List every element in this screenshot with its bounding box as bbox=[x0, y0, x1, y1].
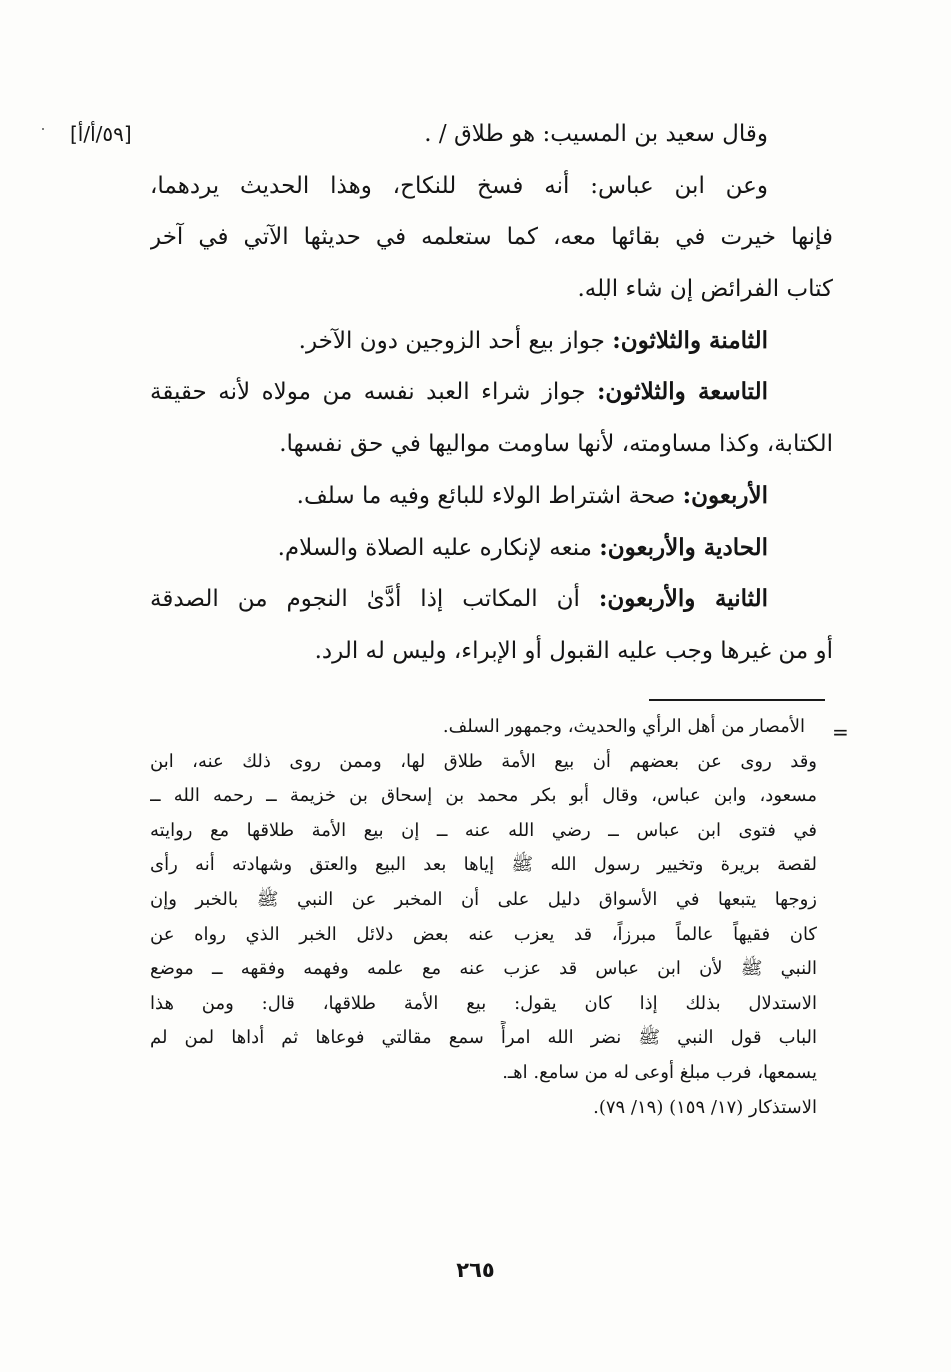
body-line: الثانية والأربعون: أن المكاتب إذا أدَّىٰ النجوم من الصدقة bbox=[150, 585, 768, 613]
point-heading: الثامنة والثلاثون: bbox=[612, 326, 768, 354]
footnote-line: لقصة بريرة وتخيير رسول الله ﷺ إياها بعد البيع والعتق وشهادته أنه رأى bbox=[150, 854, 817, 876]
body-line: كتاب الفرائض إن شاء الله. bbox=[577, 276, 833, 303]
page-number: ٢٦٥ bbox=[456, 1258, 495, 1282]
body-line: التاسعة والثلاثون: جواز شراء العبد نفسه من مولاه لأنه حقيقة bbox=[150, 378, 769, 406]
body-line: وعن ابن عباس: أنه فسخ للنكاح، وهذا الحديث يردهما، bbox=[150, 172, 768, 199]
footnotes bbox=[150, 710, 817, 1125]
footnote-line: النبي ﷺ لأن ابن عباس قد عزب عنه مع علمه وفهمه وفقهه ــ موضع bbox=[150, 958, 817, 980]
footnote-line: زوجها يتبعها في الأسواق دليل على أن المخبر عن النبي ﷺ بالخبر وإن bbox=[150, 888, 817, 910]
footnote-line: الباب قول النبي ﷺ نضر الله امرأً سمع مقالتي فوعاها ثم أداها لمن لم bbox=[150, 1027, 817, 1049]
body-line: فإنها خيرت في بقائها معه، كما ستعلمه في حديثها الآتي في آخر bbox=[150, 224, 833, 251]
footnote-line: يسمعها، فرب مبلغ أوعى له من سامع. اهـ. bbox=[502, 1061, 817, 1083]
body-line: الثامنة والثلاثون: جواز بيع أحد الزوجين دون الآخر. bbox=[298, 326, 768, 354]
point-heading: التاسعة والثلاثون: bbox=[596, 378, 769, 406]
footnote-line: الاستدلال بذلك إذا كان يقول: بيع الأمة طلاقها، قال: ومن هذا bbox=[150, 992, 817, 1014]
point-heading: الحادية والأربعون: bbox=[599, 533, 768, 561]
footnote-line: مسعود، وابن عباس، وقال أبو بكر محمد بن إسحاق بن خزيمة ــ رحمه الله ــ bbox=[150, 785, 817, 807]
point-heading: الأربعون: bbox=[682, 481, 768, 509]
footnote-line: وقد روى عن بعضهم أن بيع الأمة طلاق لها، وممن روى ذلك عنه، ابن bbox=[150, 750, 817, 772]
footnote-line: في فتوى ابن عباس ــ رضي الله عنه ــ إن بيع الأمة طلاقها مع روايته bbox=[150, 819, 817, 841]
ink-speck bbox=[42, 128, 44, 130]
point-heading: الثانية والأربعون: bbox=[598, 585, 768, 613]
footnote-source: الاستذكار (١٧/ ١٥٩) (١٩/ ٧٩). bbox=[593, 1096, 817, 1118]
footnote-separator bbox=[649, 699, 825, 701]
manuscript-folio-reference: [٥٩/أ/أ] bbox=[70, 122, 132, 146]
footnote-continuation-mark: = bbox=[832, 720, 849, 744]
main-text bbox=[150, 108, 833, 677]
body-line: وقال سعيد بن المسيب: هو طلاق / . bbox=[424, 121, 768, 147]
body-line: أو من غيرها وجب عليه القبول أو الإبراء، وليس له الرد. bbox=[314, 637, 833, 664]
body-line: الكتابة، وكذا مساومته، لأنها ساومت مواليها في حق نفسها. bbox=[279, 431, 833, 458]
footnote-line: كان فقيهاً عالماً مبرزاً، قد يعزب عنه بعض دلائل الخبر الذي رواه عن bbox=[150, 923, 817, 945]
footnote-line: الأمصار من أهل الرأي والحديث، وجمهور السلف. bbox=[442, 716, 805, 737]
body-line: الحادية والأربعون: منعه لإنكاره عليه الصلاة والسلام. bbox=[277, 533, 768, 561]
body-line: الأربعون: صحة اشتراط الولاء للبائع وفيه ما سلف. bbox=[296, 481, 768, 509]
